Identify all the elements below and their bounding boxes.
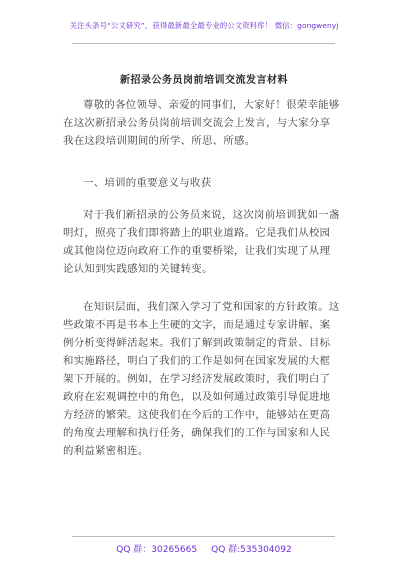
paragraph-line: 对于我们新招录的公务员来说，这次岗前培训犹如一盏 xyxy=(83,209,340,221)
paragraph-line: 明灯，照亮了我们即将踏上的职业道路。它是我们从校园 xyxy=(63,227,331,239)
page-footer xyxy=(0,542,408,555)
footer-qq-group-1: QQ 群：30265665 xyxy=(116,545,198,555)
paragraph-line: 方经济的繁荣。这使我们在今后的工作中，能够站在更高 xyxy=(63,409,331,421)
paragraph-line: 架下开展的。例如，在学习经济发展政策时，我们明白了 xyxy=(63,373,331,385)
paragraph-line: 我在这段培训期间的所学、所思、所感。 xyxy=(63,135,256,147)
paragraph-line: 尊敬的各位领导、亲爱的同事们，大家好！很荣幸能够 xyxy=(83,99,340,111)
paragraph-line: 例分析变得鲜活起来。我们了解到政策制定的背景、目标 xyxy=(63,337,331,349)
header-divider xyxy=(72,43,335,44)
paragraph-line: 和实施路径，明白了我们的工作是如何在国家发展的大框 xyxy=(63,355,331,367)
section-heading-text: 一、培训的重要意义与收获 xyxy=(83,177,212,189)
footer-divider xyxy=(72,536,335,537)
paragraph-line: 政府在宏观调控中的角色，以及如何通过政策引导促进地 xyxy=(63,391,331,403)
greeting-paragraph xyxy=(63,96,359,150)
paragraph-line: 的利益紧密相连。 xyxy=(63,445,149,457)
paragraph-line: 在知识层面，我们深入学习了党和国家的方针政策。这 xyxy=(83,301,340,313)
paragraph-line: 的角度去理解和执行任务，确保我们的工作与国家和人民 xyxy=(63,427,331,439)
body-paragraph-2 xyxy=(63,298,359,460)
footer-qq-group-2: QQ 群:535304092 xyxy=(211,545,292,555)
document-title: 新招录公务员岗前培训交流发言材料 xyxy=(120,75,288,86)
paragraph-line: 些政策不再是书本上生硬的文字，而是通过专家讲解、案 xyxy=(63,319,331,331)
paragraph-line: 或其他岗位迈向政府工作的重要桥梁，让我们实现了从理 xyxy=(63,245,331,257)
paragraph-line: 论认知到实践感知的关键转变。 xyxy=(63,263,213,275)
paragraph-line: 在这次新招录公务员岗前培训交流会上发言，与大家分享 xyxy=(63,117,331,129)
body-paragraph-1 xyxy=(63,206,359,278)
section-heading xyxy=(63,174,359,192)
header-banner: 关注头条号“公文研究”，获得最新最全最专业的公文资料库！ 微信：gongwenyj xyxy=(69,21,339,30)
